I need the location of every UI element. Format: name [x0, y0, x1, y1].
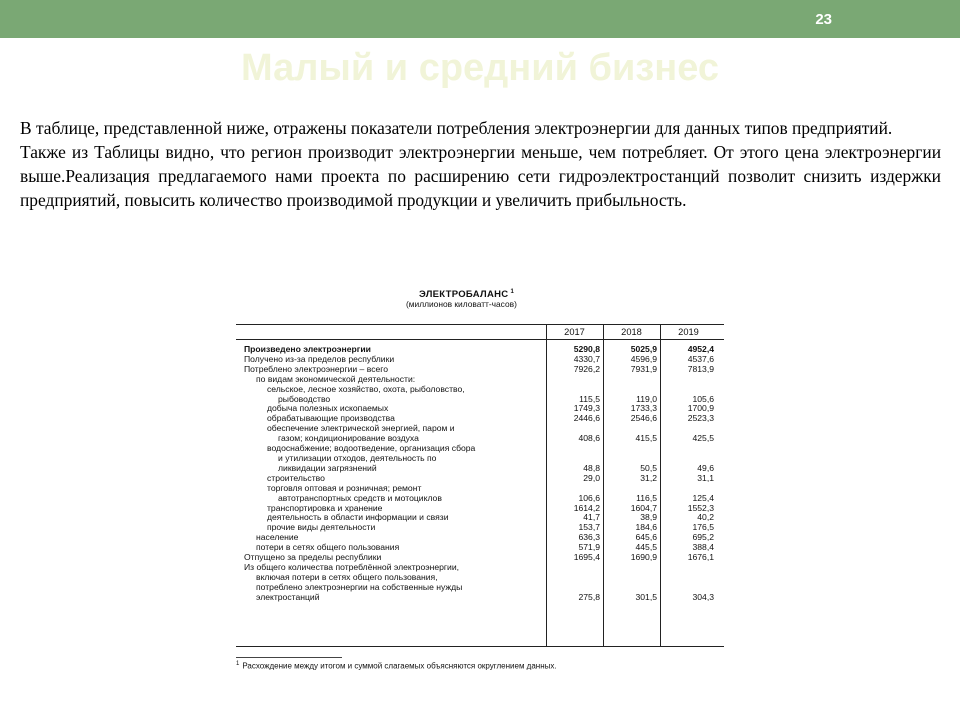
- footnote-mark: 1: [236, 661, 240, 667]
- cell-2019: 425,5: [692, 433, 714, 444]
- cell-2019: 304,3: [692, 591, 714, 602]
- row-label: прочие виды деятельности: [267, 522, 376, 533]
- cell-2019: 4537,6: [687, 353, 714, 364]
- cell-2019: 7813,9: [687, 363, 714, 374]
- row-label: деятельность в области информации и связи: [267, 512, 449, 523]
- cell-2019: 49,6: [697, 462, 714, 473]
- cell-2018: 5025,9: [630, 344, 657, 354]
- cell-2019: 125,4: [692, 492, 714, 503]
- cell-2018: 445,5: [635, 542, 657, 553]
- row-label: автотранспортных средств и мотоциклов: [278, 492, 442, 503]
- cell-2019: 31,1: [697, 472, 714, 483]
- table-footnote: $^1$ Расхождение между итогом и суммой слагаемых объясняются округлением данных.: [236, 661, 557, 671]
- row-label: электростанций: [256, 591, 320, 602]
- footnote-divider: [236, 657, 342, 658]
- row-label: торговля оптовая и розничная; ремонт: [267, 482, 422, 493]
- row-label: строительство: [267, 472, 325, 483]
- cell-2018: 1690,9: [630, 552, 657, 563]
- row-label: по видам экономической деятельности:: [256, 373, 416, 384]
- cell-2018: 184,6: [635, 522, 657, 533]
- table-body: [236, 340, 724, 603]
- row-label: транспортировка и хранение: [267, 502, 383, 513]
- row-label: потери в сетях общего пользования: [256, 542, 400, 553]
- cell-2019: 4952,4: [687, 344, 714, 354]
- cell-2017: 7926,2: [573, 363, 600, 374]
- cell-2019: 388,4: [692, 542, 714, 553]
- cell-2018: 31,2: [640, 472, 657, 483]
- row-label: обрабатывающие производства: [267, 413, 395, 424]
- cell-2019: 40,2: [697, 512, 714, 523]
- cell-2018: 415,5: [635, 433, 657, 444]
- year-header: 2019: [678, 327, 699, 337]
- cell-2019: 695,2: [692, 532, 714, 543]
- cell-2019: 2523,3: [687, 413, 714, 424]
- cell-2019: 105,6: [692, 393, 714, 404]
- cell-2019: 1676,1: [687, 552, 714, 563]
- row-label: ликвидации загрязнений: [278, 462, 377, 473]
- row-label: Потреблено электроэнергии – всего: [244, 363, 388, 374]
- row-label: Получено из-за пределов республики: [244, 353, 395, 364]
- cell-2017: 1749,3: [573, 403, 600, 414]
- cell-2018: 301,5: [635, 591, 657, 602]
- cell-2018: 1604,7: [630, 502, 657, 513]
- cell-2018: 1733,3: [630, 403, 657, 414]
- cell-2017: 4330,7: [573, 353, 600, 364]
- cell-2018: 7931,9: [630, 363, 657, 374]
- row-label: газом; кондиционирование воздуха: [278, 433, 419, 444]
- row-label: обеспечение электрической энергией, паром и: [267, 423, 455, 434]
- cell-2017: 571,9: [578, 542, 600, 553]
- cell-2017: 1695,4: [573, 552, 600, 563]
- cell-2017: 153,7: [578, 522, 600, 533]
- table-row: [236, 593, 724, 603]
- table-subtitle: (миллионов киловатт-часов): [406, 299, 517, 309]
- slide-title: Малый и средний бизнес: [241, 47, 719, 89]
- cell-2017: 115,5: [579, 393, 600, 404]
- row-label: и утилизации отходов, деятельность по: [278, 452, 437, 463]
- cell-2017: 41,7: [583, 512, 600, 523]
- cell-2019: 1700,9: [687, 403, 714, 414]
- year-header: 2018: [621, 327, 642, 337]
- table-title-footnote-mark: 1: [510, 289, 515, 295]
- cell-2019: 1552,3: [687, 502, 714, 513]
- cell-2018: 2546,6: [630, 413, 657, 424]
- electricity-balance-table: [236, 286, 724, 671]
- body-text: [20, 116, 941, 212]
- cell-2017: 48,8: [583, 462, 600, 473]
- row-label: Произведено электроэнергии: [244, 344, 371, 354]
- slide-number: 23: [815, 11, 832, 28]
- cell-2018: 119,0: [636, 393, 657, 404]
- cell-2018: 38,9: [640, 512, 657, 523]
- cell-2017: 1614,2: [573, 502, 600, 513]
- table-title: ЭЛЕКТРОБАЛАНС $^1$: [419, 289, 515, 301]
- row-label: включая потери в сетях общего пользования,: [256, 571, 438, 582]
- cell-2018: 4596,9: [630, 353, 657, 364]
- row-label: рыбоводство: [278, 393, 331, 404]
- row-label: Отпущено за пределы республики: [244, 552, 382, 563]
- cell-2019: 176,5: [692, 522, 714, 533]
- cell-2018: 645,6: [635, 532, 657, 543]
- cell-2017: 29,0: [583, 472, 600, 483]
- row-label: Из общего количества потреблённой электроэнергии,: [244, 561, 460, 572]
- cell-2018: 116,5: [636, 492, 657, 503]
- cell-2017: 275,8: [578, 591, 600, 602]
- table-header-row: [236, 325, 724, 340]
- row-label: потреблено электроэнергии на собственные нужды: [256, 581, 463, 592]
- year-header: 2017: [564, 327, 585, 337]
- table-grid: [236, 324, 724, 647]
- cell-2017: 636,3: [578, 532, 600, 543]
- cell-2017: 2446,6: [573, 413, 600, 424]
- paragraph-intro: В таблице, представленной ниже, отражены показатели потребления электроэнергии для данных типов предприятий.: [20, 118, 893, 138]
- row-label: водоснабжение; водоотведение, организация сбора: [267, 443, 476, 454]
- cell-2017: 408,6: [578, 433, 600, 444]
- table-row: [236, 494, 724, 504]
- cell-2017: 106,6: [578, 492, 600, 503]
- paragraph-project: Также из Таблицы видно, что регион производит электроэнергии меньше, чем потребляет. От этого цена электроэнергии выше.Реализация предлагаемого нами проекта по расширению сети гидроэлектростанций позволит снизить издержки предприятий, повысить количество производимой продукции и увеличить прибыльность.: [20, 142, 941, 210]
- row-label: добыча полезных ископаемых: [267, 403, 389, 414]
- cell-2017: 5290,8: [573, 344, 600, 354]
- row-label: сельское, лесное хозяйство, охота, рыболовство,: [267, 383, 465, 394]
- row-label: население: [256, 532, 299, 543]
- cell-2018: 50,5: [640, 462, 657, 473]
